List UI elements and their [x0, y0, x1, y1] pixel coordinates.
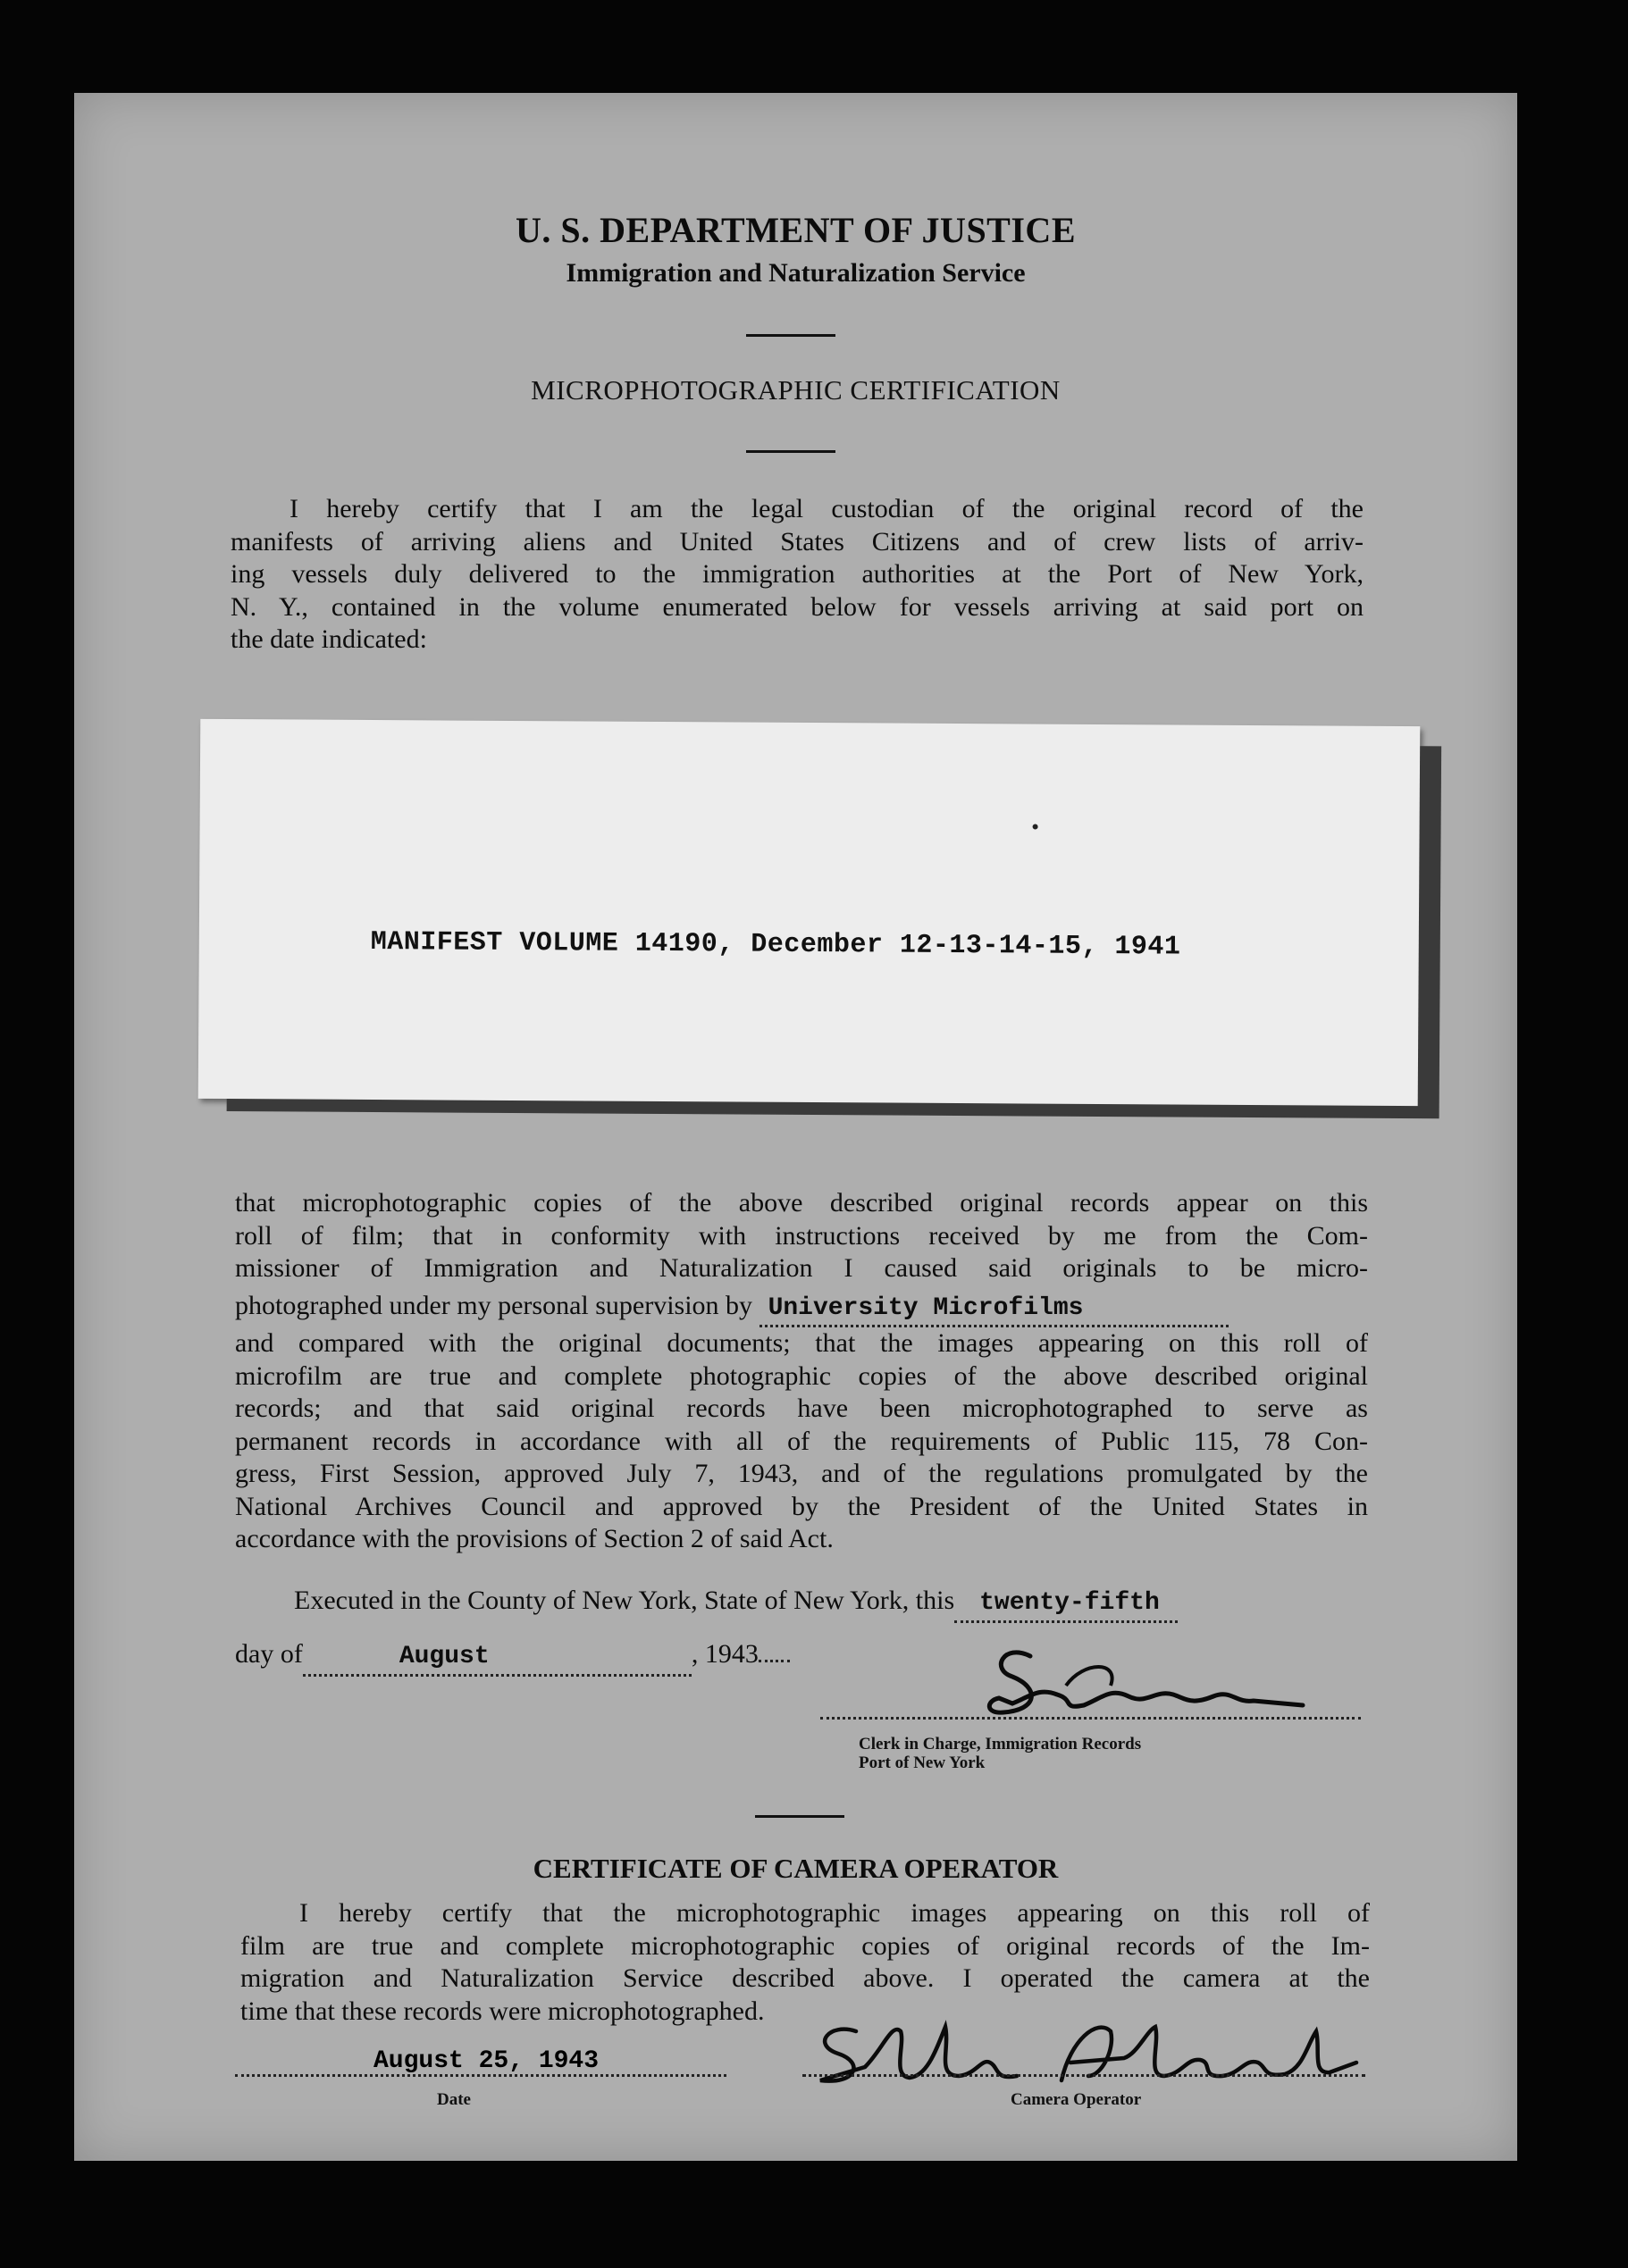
operator-label: Camera Operator: [1011, 2090, 1142, 2109]
date-value: August 25, 1943: [373, 2047, 600, 2075]
camera-paragraph: [240, 1897, 1370, 2028]
intro-line: manifests of arriving aliens and United States Citizens and of crew lists of arriv-: [231, 526, 1364, 557]
body-line: missioner of Immigration and Naturalization I caused said originals to be micro-: [235, 1253, 1368, 1283]
manifest-insert-slip: [198, 719, 1421, 1106]
intro-line: the date indicated:: [231, 624, 427, 654]
service-subtitle: Immigration and Naturalization Service: [566, 258, 1026, 288]
supervision-fill: [759, 1290, 1229, 1328]
year-fill: [759, 1660, 790, 1662]
day-fill: [954, 1585, 1178, 1623]
date-label: Date: [437, 2090, 471, 2109]
executed-line: [294, 1585, 1420, 1623]
body-line: roll of film; that in conformity with instructions received by me from the Com-: [235, 1220, 1368, 1251]
body-line: microfilm are true and complete photographic copies of the above described original: [235, 1360, 1368, 1391]
divider-top: [746, 334, 835, 337]
camera-certificate-title: CERTIFICATE OF CAMERA OPERATOR: [533, 1853, 1059, 1884]
month-value: August: [399, 1643, 490, 1670]
camera-line: film are true and complete microphotographic copies of original records of the Im-: [240, 1930, 1370, 1961]
supervision-prefix: photographed under my personal supervision by: [235, 1290, 753, 1320]
day-of-prefix: day of: [235, 1639, 303, 1669]
intro-line: ing vessels duly delivered to the immigration authorities at the Port of New York,: [231, 559, 1364, 589]
day-value: twenty-fifth: [979, 1589, 1160, 1617]
camera-operator-signature: [802, 2013, 1374, 2094]
clerk-caption-line1: Clerk in Charge, Immigration Records: [859, 1735, 1142, 1753]
speck: [1033, 824, 1038, 830]
body-line: National Archives Council and approved by the President of the United States in: [235, 1491, 1368, 1521]
year-text: , 1943: [691, 1639, 759, 1669]
department-title: U. S. DEPARTMENT OF JUSTICE: [516, 210, 1076, 250]
camera-line: time that these records were microphotographed.: [240, 1996, 765, 2026]
executed-prefix: Executed in the County of New York, State of New York, this: [294, 1586, 955, 1615]
body-line: records; and that said original records have been microphotographed to serve as: [235, 1393, 1368, 1423]
body-line: accordance with the provisions of Section 2 of said Act.: [235, 1524, 834, 1553]
operator-signature-line: [802, 2074, 1365, 2077]
clerk-caption: [859, 1735, 1141, 1772]
body-paragraph: [235, 1187, 1368, 1556]
body-line: gress, First Session, approved July 7, 1943, and of the regulations promulgated by the: [235, 1459, 1368, 1488]
certification-title: MICROPHOTOGRAPHIC CERTIFICATION: [531, 374, 1061, 406]
intro-line: I hereby certify that I am the legal custodian of the original record of the: [290, 494, 1364, 523]
divider-mid: [746, 450, 835, 453]
intro-paragraph: [231, 493, 1364, 657]
camera-line: I hereby certify that the microphotographic images appearing on this roll of: [299, 1898, 1370, 1928]
clerk-signature-line: [820, 1717, 1361, 1720]
camera-line: migration and Naturalization Service described above. I operated the camera at the: [240, 1963, 1370, 1993]
body-line: and compared with the original documents; that the images appearing on this roll of: [235, 1328, 1368, 1358]
body-line: permanent records in accordance with all of the requirements of Public 115, 78 Con-: [235, 1426, 1368, 1456]
month-fill: [303, 1638, 692, 1677]
divider-camera: [755, 1815, 844, 1818]
day-of-line: [235, 1638, 950, 1677]
clerk-caption-line2: Port of New York: [859, 1753, 986, 1772]
company-name: University Microfilms: [768, 1293, 1084, 1322]
body-line: that microphotographic copies of the above described original records appear on this: [235, 1188, 1368, 1218]
manifest-volume-text: MANIFEST VOLUME 14190, December 12-13-14-15, 1941: [370, 927, 1181, 963]
intro-line: N. Y., contained in the volume enumerated below for vessels arriving at said port on: [231, 591, 1364, 622]
supervision-line: [235, 1290, 1368, 1328]
certificate-page: [74, 93, 1517, 2161]
